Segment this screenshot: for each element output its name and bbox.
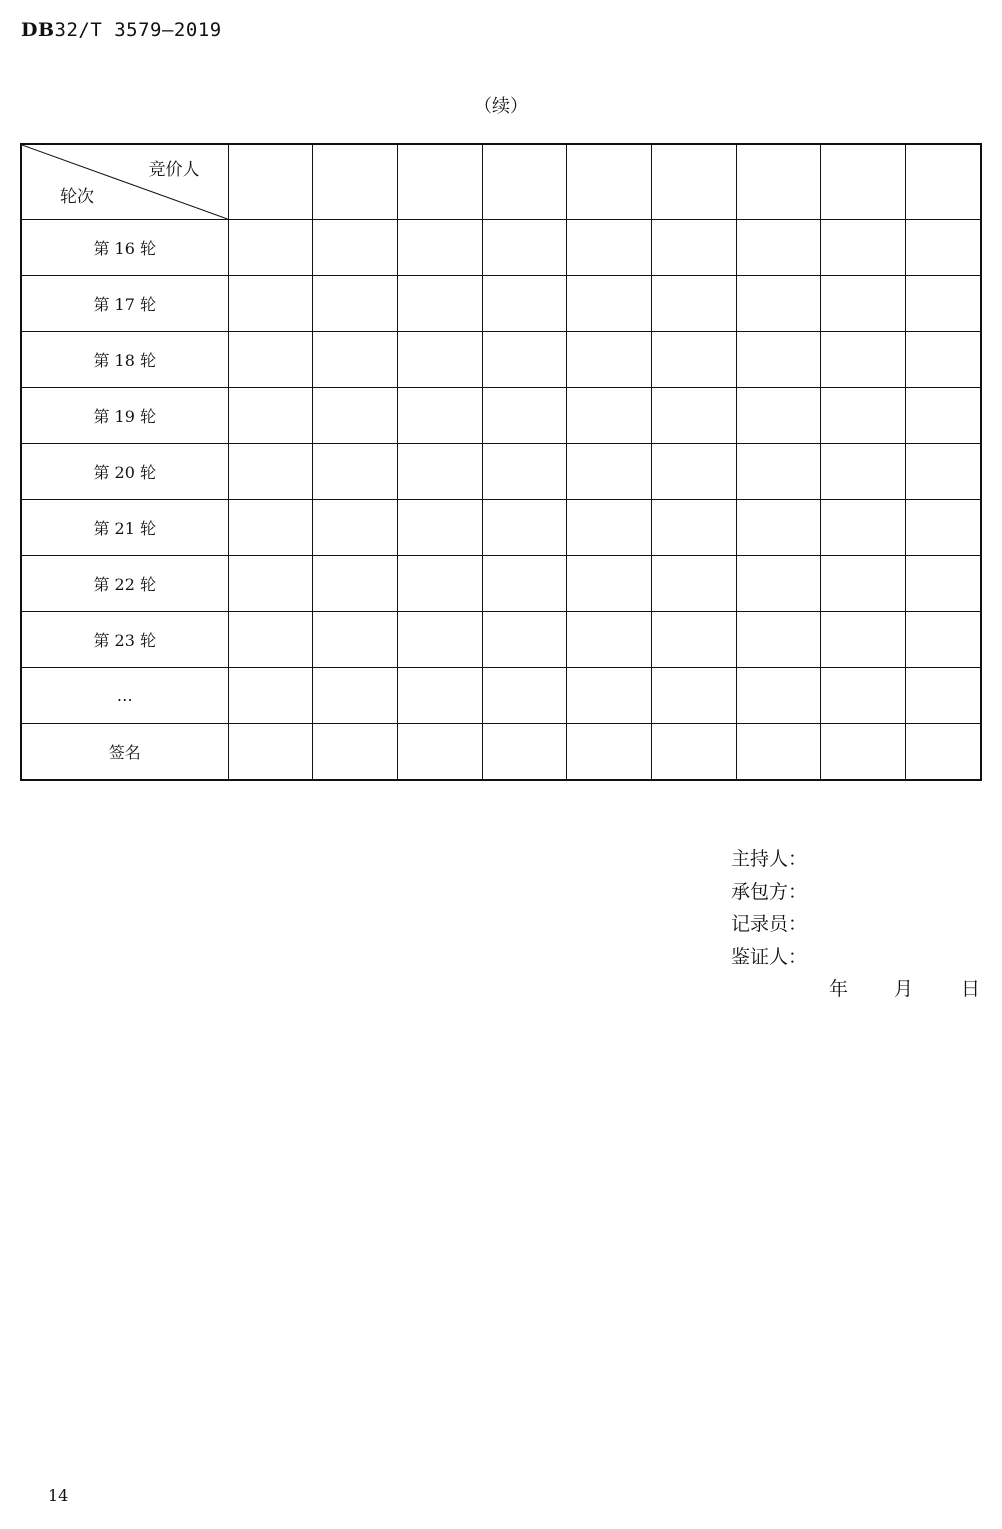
round-label-cell: … [21,668,228,724]
round-label-cell: 签名 [21,724,228,781]
bidder-column-header [651,144,736,220]
bid-cell [736,388,820,444]
table-row [21,500,981,556]
bid-cell [651,668,736,724]
table-continued-caption: （续） [474,96,528,117]
bidder-column-header [397,144,482,220]
bid-cell [312,556,397,612]
bid-cell [820,668,905,724]
bid-cell [651,612,736,668]
contractor-label: 承包方： [731,880,808,903]
bid-cell [482,612,566,668]
bid-cell [905,556,981,612]
bid-cell [312,668,397,724]
bid-cell [228,332,312,388]
bid-cell [312,276,397,332]
round-label-cell: 第 19 轮 [21,388,228,444]
bid-cell [228,220,312,276]
bid-cell [820,612,905,668]
bid-cell [651,556,736,612]
bidder-column-header [566,144,651,220]
date-month: 月 [894,978,914,1000]
bid-cell [228,500,312,556]
round-label-cell: 第 23 轮 [21,612,228,668]
bid-cell [905,612,981,668]
bid-cell [736,220,820,276]
bid-cell [566,556,651,612]
bid-cell [397,500,482,556]
bidding-record-table [20,143,982,781]
date-year: 年 [829,978,849,1000]
bid-cell [312,724,397,781]
standard-code [21,19,222,41]
bid-cell [312,388,397,444]
bid-cell [312,500,397,556]
bidder-column-header [228,144,312,220]
bid-cell [905,276,981,332]
bid-cell [566,724,651,781]
table-row [21,556,981,612]
bid-cell [482,220,566,276]
bid-cell [228,444,312,500]
witness-label: 鉴证人： [731,945,808,968]
round-label-cell: 第 21 轮 [21,500,228,556]
bid-cell [736,724,820,781]
bid-cell [820,388,905,444]
bid-cell [566,332,651,388]
bid-cell [397,332,482,388]
table-row [21,388,981,444]
bid-cell [482,668,566,724]
bid-cell [736,444,820,500]
bid-cell [820,724,905,781]
bid-cell [312,612,397,668]
round-label-cell: 第 22 轮 [21,556,228,612]
bid-cell [820,332,905,388]
bid-cell [397,220,482,276]
round-heading: 轮次 [60,187,94,207]
bid-cell [397,276,482,332]
bid-cell [651,332,736,388]
recorder-label: 记录员： [731,913,808,935]
bid-cell [566,220,651,276]
bid-cell [905,668,981,724]
bidder-column-header [736,144,820,220]
bid-cell [228,724,312,781]
bid-cell [397,388,482,444]
bid-cell [228,388,312,444]
bid-cell [397,724,482,781]
bid-cell [397,444,482,500]
bid-cell [736,556,820,612]
bidder-column-header [820,144,905,220]
bid-cell [566,444,651,500]
bid-cell [905,500,981,556]
round-label-cell: 第 17 轮 [21,276,228,332]
bid-cell [566,276,651,332]
bid-cell [651,724,736,781]
bid-cell [482,724,566,781]
bid-cell [820,276,905,332]
bid-cell [482,500,566,556]
bid-cell [736,612,820,668]
round-label-cell: 第 18 轮 [21,332,228,388]
bid-cell [820,444,905,500]
standard-prefix: DB [21,19,55,41]
bid-cell [482,556,566,612]
standard-number: 32/T 3579—2019 [54,19,222,41]
bid-cell [820,556,905,612]
bid-cell [397,612,482,668]
bid-cell [397,556,482,612]
page-number: 14 [48,1486,69,1505]
table-row [21,444,981,500]
bid-cell [905,220,981,276]
bid-cell [905,444,981,500]
diagonal-header-cell [21,144,228,220]
bid-cell [651,220,736,276]
bid-cell [228,556,312,612]
bid-cell [736,332,820,388]
bid-cell [482,332,566,388]
bid-cell [905,332,981,388]
bid-cell [651,276,736,332]
bid-cell [736,276,820,332]
bid-cell [228,276,312,332]
bid-cell [228,668,312,724]
table-row [21,724,981,781]
bid-cell [482,444,566,500]
bidder-column-header [905,144,981,220]
table-row [21,220,981,276]
signature-block [731,843,807,973]
bidder-heading: 竞价人 [148,160,200,180]
bid-cell [566,388,651,444]
bid-cell [566,612,651,668]
table-row [21,668,981,724]
date-day: 日 [961,978,981,1000]
bid-cell [566,668,651,724]
bid-cell [651,444,736,500]
bid-cell [482,388,566,444]
round-label-cell: 第 20 轮 [21,444,228,500]
table-row [21,332,981,388]
bidder-column-header [312,144,397,220]
bid-cell [312,444,397,500]
bidder-column-header [482,144,566,220]
bid-cell [905,724,981,781]
bid-cell [905,388,981,444]
bid-cell [397,668,482,724]
bid-cell [736,668,820,724]
table-row [21,612,981,668]
bid-cell [482,276,566,332]
bid-cell [312,220,397,276]
bid-cell [820,220,905,276]
table-header-row [21,144,981,220]
bid-cell [651,388,736,444]
round-label-cell: 第 16 轮 [21,220,228,276]
bid-cell [736,500,820,556]
bid-cell [312,332,397,388]
host-label: 主持人： [731,848,808,870]
bid-cell [228,612,312,668]
bid-cell [820,500,905,556]
bid-cell [651,500,736,556]
bid-cell [566,500,651,556]
table-row [21,276,981,332]
